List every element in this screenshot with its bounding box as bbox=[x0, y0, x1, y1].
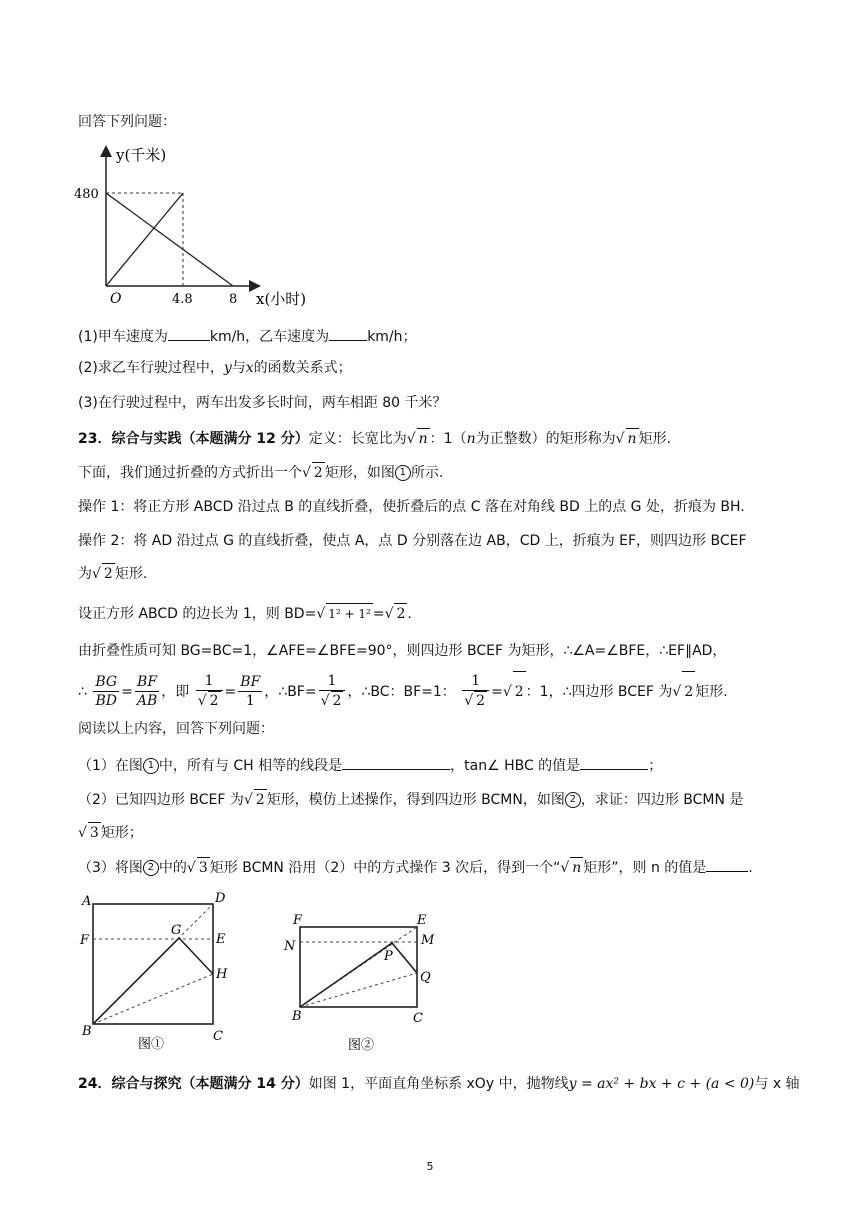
segment-bq-dashed bbox=[300, 973, 417, 1007]
answer-blank bbox=[342, 754, 450, 770]
label-f: F bbox=[80, 933, 90, 948]
distance-time-graph bbox=[70, 140, 330, 315]
q22-part3: (3)在行驶过程中，两车出发多长时间，两车相距 80 千米？ bbox=[78, 395, 447, 411]
q23-read: 阅读以上内容，回答下列问题： bbox=[78, 721, 274, 737]
x-tick-8: 8 bbox=[229, 292, 238, 307]
label-c: C bbox=[213, 1029, 223, 1044]
q23-definition: 23．综合与实践（本题满分 12 分）定义：长宽比为√ n ：1（n为正整数）的矩形称为√ n 矩形. bbox=[78, 428, 671, 449]
label-c: C bbox=[413, 1011, 423, 1026]
figure-1-caption: 图① bbox=[138, 1037, 165, 1052]
line-car-b bbox=[106, 193, 183, 286]
x-axis-label: x(小时) bbox=[256, 290, 307, 308]
answer-blank bbox=[329, 325, 367, 341]
q23-sub2: （2）已知四边形 BCEF 为√ 2 矩形，模仿上述操作，得到四边形 BCMN，如图 2 ，求证：四边形 BCMN 是 bbox=[78, 789, 743, 810]
label-g: G bbox=[171, 923, 182, 938]
q23-fold-property: 由折叠性质可知 BG=BC=1，∠AFE=∠BFE=90°，则四边形 BCEF 为矩形，∴∠A=∠BFE，∴EF∥AD， bbox=[78, 643, 727, 659]
fraction-1-sqrt2: $\frac{1}{√ 2}$ bbox=[462, 673, 489, 711]
fraction-bg-bd: $\frac{BG}{BD}$ bbox=[95, 673, 118, 709]
q24-intro: 24．综合与探究（本题满分 14 分）如图 1，平面直角坐标系 xOy 中，抛物线y = ax² + bx + c + (a < 0)与 x 轴 bbox=[78, 1076, 800, 1092]
label-b: B bbox=[82, 1024, 92, 1039]
fraction-1-sqrt2: $\frac{1}{√ 2}$ bbox=[319, 673, 346, 711]
label-b: B bbox=[292, 1009, 302, 1024]
label-e: E bbox=[216, 932, 226, 947]
label-n: N bbox=[284, 939, 296, 954]
q23-operation2: 操作 2：将 AD 沿过点 G 的直线折叠，使点 A，点 D 分别落在边 AB，CD 上，折痕为 EF，则四边形 BCEF bbox=[78, 533, 747, 549]
segment-bh-dashed bbox=[93, 974, 213, 1024]
q23-sub2-cont: √ 3 矩形； bbox=[78, 822, 143, 843]
label-f: F bbox=[293, 913, 303, 928]
origin-label: O bbox=[110, 291, 122, 307]
label-e: E bbox=[417, 913, 427, 928]
figure-1 bbox=[76, 888, 236, 1056]
q23-operation1: 操作 1：将正方形 ABCD 沿过点 B 的直线折叠，使折叠后的点 C 落在对角线 BD 上的点 G 处，折痕为 BH. bbox=[78, 499, 745, 515]
q23-intro: 下面，我们通过折叠的方式折出一个√ 2 矩形，如图 1 所示. bbox=[78, 462, 443, 483]
label-m: M bbox=[421, 933, 435, 948]
y-tick-480: 480 bbox=[74, 187, 99, 202]
q23-setup: 设正方形 ABCD 的边长为 1，则 BD=√ 1² + 1² =√ 2 . bbox=[78, 603, 412, 624]
folded-triangle bbox=[300, 943, 417, 1007]
q23-ratio-derivation: ∴ $\frac{BG}{BD}$ = $\frac{BF}{AB}$ ，即 $\frac{1}{√ 2}$ = $\frac{BF}{1}$ ，∴BF= $\frac{1}{√ 2}$ ，∴BC：BF=1： $\frac{1}{√ 2}$ =√ 2 ：1，∴四边形 BCEF 为√ 2 矩形. bbox=[78, 671, 728, 712]
figure-2-caption: 图② bbox=[348, 1038, 375, 1053]
label-d: D bbox=[215, 891, 226, 906]
y-axis-label: y(千米) bbox=[116, 146, 167, 164]
line-car-a bbox=[106, 193, 233, 286]
q23-sub3: （3）将图 2 中的√ 3 矩形 BCMN 沿用（2）中的方式操作 3 次后，得到一个“√ n 矩形”，则 n 的值是 . bbox=[78, 856, 753, 878]
label-h: H bbox=[216, 967, 228, 982]
figure-2 bbox=[280, 905, 450, 1055]
answer-blank bbox=[706, 856, 748, 872]
label-a: A bbox=[82, 894, 92, 909]
label-p: P bbox=[384, 949, 393, 964]
q23-sub1: （1）在图 1 中，所有与 CH 相等的线段是 ，tan∠ HBC 的值是 ； bbox=[78, 754, 662, 776]
answer-blank bbox=[168, 325, 210, 341]
q22-part1: (1)甲车速度为 km/h，乙车速度为 km/h； bbox=[78, 325, 417, 347]
label-q: Q bbox=[420, 970, 431, 985]
x-tick-4-8: 4.8 bbox=[172, 292, 193, 307]
answer-blank bbox=[580, 754, 648, 770]
page-number: 5 bbox=[426, 1160, 434, 1173]
intro-text: 回答下列问题： bbox=[78, 114, 176, 130]
q23-operation2-cont: 为√ 2 矩形. bbox=[78, 563, 147, 584]
q22-part2: (2)求乙车行驶过程中，y与x的函数关系式； bbox=[78, 360, 352, 376]
fraction-bf-ab: $\frac{BF}{AB}$ bbox=[136, 673, 158, 709]
fraction-1-sqrt2: $\frac{1}{√ 2}$ bbox=[196, 673, 223, 711]
fraction-bf-1: $\frac{BF}{1}$ bbox=[240, 673, 261, 709]
